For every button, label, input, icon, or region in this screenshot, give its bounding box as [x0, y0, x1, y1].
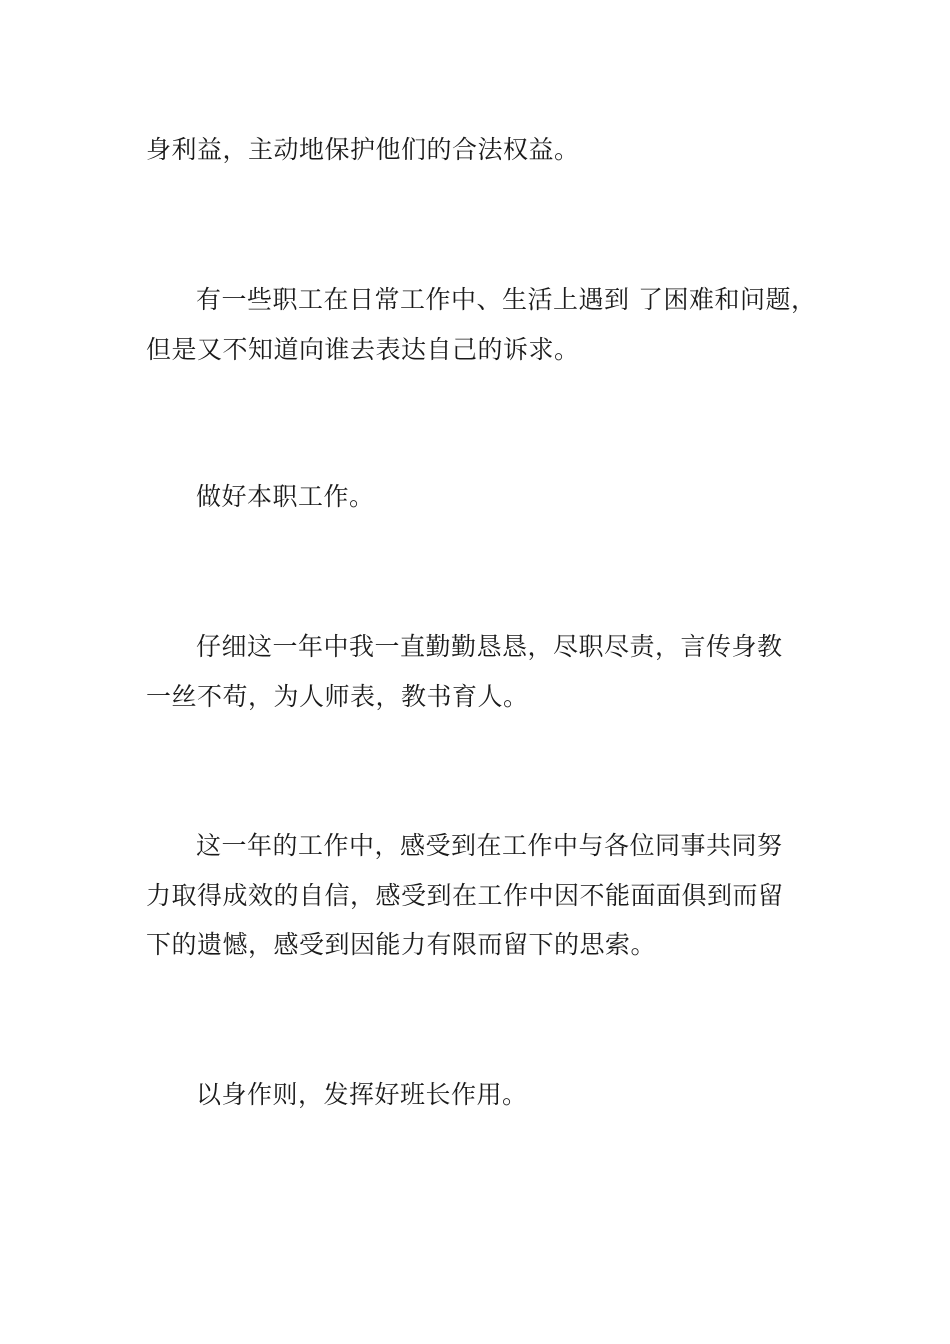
- paragraph-line: 以身作则，发挥好班长作用。: [196, 1080, 528, 1109]
- paragraph-line: 但是又不知道向谁去表达自己的诉求。: [146, 335, 580, 364]
- paragraph-line: 一丝不苟，为人师表，教书育人。: [146, 682, 529, 711]
- paragraph-line: 这一年的工作中，感受到在工作中与各位同事共同努: [196, 831, 783, 860]
- paragraph-line: 身利益，主动地保护他们的合法权益。: [146, 135, 580, 164]
- paragraph-line: 力取得成效的自信，感受到在工作中因不能面面俱到而留: [146, 881, 784, 910]
- paragraph-line: 仔细这一年中我一直勤勤恳恳，尽职尽责，言传身教: [196, 632, 783, 661]
- paragraph-line: 做好本职工作。: [196, 482, 375, 511]
- paragraph-line: 有一些职工在日常工作中、生活上遇到 了困难和问题，: [196, 285, 817, 314]
- paragraph-line: 下的遗憾，感受到因能力有限而留下的思索。: [146, 930, 657, 959]
